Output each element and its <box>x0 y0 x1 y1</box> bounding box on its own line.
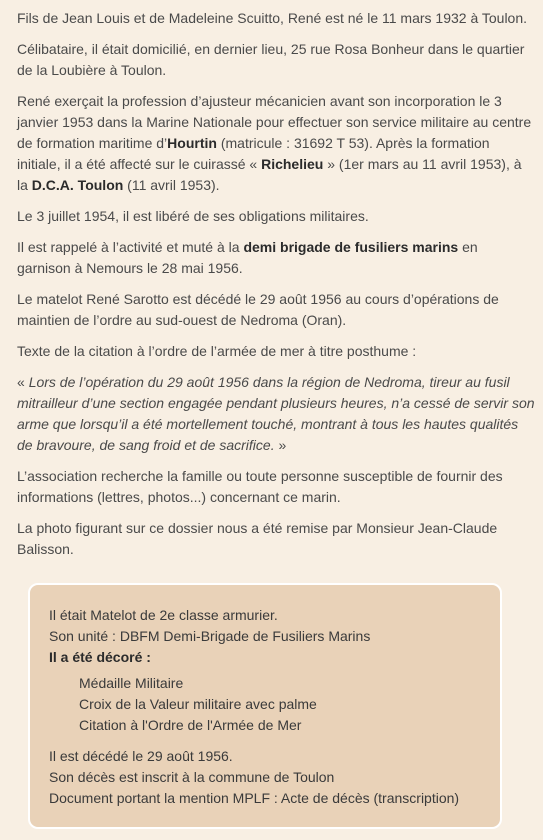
rank-line: Il était Matelot de 2e classe armurier. <box>49 607 278 623</box>
registered-line: Son décès est inscrit à la commune de Toulon <box>49 769 335 785</box>
recall-text-1: Il est rappelé à l’activité et muté à la <box>17 239 244 255</box>
paragraph-association: L’association recherche la famille ou toute personne susceptible de fournir des informations (lettres, photos...) concernant ce marin. <box>17 468 503 505</box>
service-text-2: (matricule : 31692 T 53). Après la formation initiale, il a été affecté sur le cuirassé « <box>17 135 490 172</box>
service-summary-card <box>28 583 502 829</box>
quote-close: » <box>274 437 287 453</box>
paragraph-photo-credit: La photo figurant sur ce dossier nous a été remise par Monsieur Jean-Claude Balisson. <box>17 520 498 557</box>
decoration-item: Citation à l'Ordre de l'Armée de Mer <box>79 717 302 733</box>
decoration-item: Croix de la Valeur militaire avec palme <box>79 696 317 712</box>
biography-article <box>17 8 535 570</box>
paragraph-death: Le matelot René Sarotto est décédé le 29 août 1956 au cours d’opérations de maintien de l’ordre au sud-ouest de Nedroma (Oran). <box>17 291 499 328</box>
paragraph-residence: Célibataire, il était domicilié, en dernier lieu, 25 rue Rosa Bonheur dans le quartier de la Loubière à Toulon. <box>17 41 525 78</box>
service-text-4: (11 avril 1953). <box>123 177 220 193</box>
quote-text: Lors de l’opération du 29 août 1956 dans la région de Nedroma, tireur au fusil mitrailleur d’une section engagée pendant plusieurs heures, n’a cessé de servir son arme que lorsqu’il a été mortellement touché, montrant à tous les hautes qualités de bravoure, de sang froid et de sacrifice. <box>17 374 535 453</box>
death-line: Il est décédé le 29 août 1956. <box>49 748 233 764</box>
service-text-3: » (1er mars au 11 avril 1953), à la <box>17 156 522 193</box>
hourtin-bold: Hourtin <box>167 135 217 151</box>
demi-brigade-bold: demi brigade de fusiliers marins <box>243 239 459 255</box>
dca-toulon-bold: D.C.A. Toulon <box>31 177 124 193</box>
unit-line: Son unité : DBFM Demi-Brigade de Fusiliers Marins <box>49 628 371 644</box>
decorated-label: Il a été décoré : <box>49 649 151 665</box>
decorations-list <box>79 673 500 736</box>
paragraph-citation-intro: Texte de la citation à l’ordre de l’armée de mer à titre posthume : <box>17 343 417 359</box>
mplf-line: Document portant la mention MPLF : Acte de décès (transcription) <box>49 790 460 806</box>
richelieu-bold: Richelieu <box>261 156 324 172</box>
decoration-item: Médaille Militaire <box>79 675 184 691</box>
paragraph-birth: Fils de Jean Louis et de Madeleine Scuitto, René est né le 11 mars 1932 à Toulon. <box>17 10 528 26</box>
service-text-1: René exerçait la profession d’ajusteur mécanicien avant son incorporation le 3 janvier 1953 dans la Marine Nationale pour effectuer son service militaire au centre de formation maritime d’ <box>17 93 532 151</box>
recall-text-2: en garnison à Nemours le 28 mai 1956. <box>17 239 478 276</box>
citation-quote <box>17 372 535 456</box>
paragraph-release: Le 3 juillet 1954, il est libéré de ses obligations militaires. <box>17 208 369 224</box>
quote-open: « <box>17 374 29 390</box>
paragraph-recall <box>17 237 535 279</box>
paragraph-service <box>17 91 535 196</box>
